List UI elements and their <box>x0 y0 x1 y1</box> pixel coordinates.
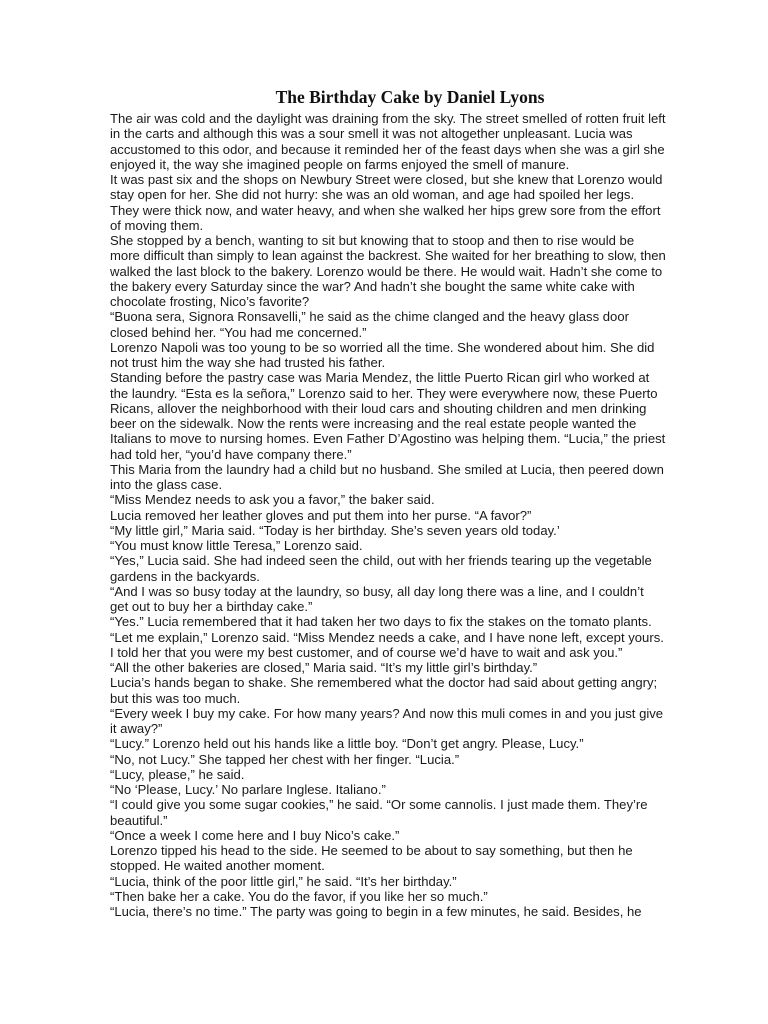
text-line: had told her, “you’d have company there.” <box>110 446 352 462</box>
text-line: “Once a week I come here and I buy Nico’s cake.” <box>110 827 400 843</box>
text-line: “My little girl,” Maria said. “Today is her birthday. She’s seven years old today.’ <box>110 522 560 538</box>
text-line: beautiful.” <box>110 812 168 828</box>
text-line: Ricans, allover the neighborhood with their loud cars and shouting children and men drinking <box>110 400 647 416</box>
text-line: the bakery every Saturday since the war? And hadn’t she bought the same white cake with <box>110 278 635 294</box>
text-line: get out to buy her a birthday cake.” <box>110 599 313 614</box>
text-line: They were thick now, and water heavy, and when she walked her hips grew sore from the effort <box>110 202 661 218</box>
text-line: closed behind her. “You had me concerned.” <box>110 324 367 340</box>
text-line: “No ‘Please, Lucy.’ No parlare Inglese. Italiano.” <box>110 782 386 797</box>
text-line: I told her that you were my best customer, and of course we’d have to wait and ask you.” <box>110 644 623 660</box>
text-line: Standing before the pastry case was Maria Mendez, the little Puerto Rican girl who worked at <box>110 370 650 386</box>
text-line: “Then bake her a cake. You do the favor, if you like her so much.” <box>110 888 488 904</box>
text-line: She stopped by a bench, wanting to sit but knowing that to stoop and then to rise would be <box>110 233 635 248</box>
text-line: more difficult than simply to lean against the backrest. She waited for her breathing to slow, then <box>110 248 666 264</box>
text-line: enjoyed it, the way she imagined people on farms enjoyed the smell of manure. <box>110 156 570 172</box>
text-line: in the carts and although this was a sour smell it was not altogether unpleasant. Lucia was <box>110 126 633 142</box>
text-line: stay open for her. She did not hurry: she was an old woman, and age had spoiled her legs. <box>110 187 635 203</box>
text-line: “Lucia, think of the poor little girl,” he said. “It’s her birthday.” <box>110 873 457 889</box>
text-line: “Lucy, please,” he said. <box>110 766 245 782</box>
text-line: beer on the sidewalk. Now the rents were increasing and the real estate people wanted the <box>110 416 637 431</box>
text-line: “Lucy.” Lorenzo held out his hands like a little boy. “Don’t get angry. Please, Lucy.” <box>110 736 584 752</box>
text-line: Lorenzo Napoli was too young to be so worried all the time. She wondered about him. She did <box>110 339 655 355</box>
text-line: walked the last block to the bakery. Lorenzo would be there. He would wait. Hadn’t she come to <box>110 263 663 279</box>
text-line: “I could give you some sugar cookies,” he said. “Or some cannolis. I just made them. They’re <box>110 797 648 813</box>
text-line: “Let me explain,” Lorenzo said. “Miss Mendez needs a cake, and I have none left, except yours. <box>110 629 664 645</box>
text-line: Italians to move to nursing homes. Even Father D’Agostino was helping them. “Lucia,” the priest <box>110 431 666 447</box>
text-line: “Lucia, there’s no time.” The party was going to begin in a few minutes, he said. Besides, he <box>110 904 642 919</box>
text-line: “Every week I buy my cake. For how many years? And now this muli comes in and you just give <box>110 705 664 721</box>
text-line: “Miss Mendez needs to ask you a favor,” the baker said. <box>110 492 435 508</box>
text-line: it away?” <box>110 721 163 736</box>
document-body <box>110 111 730 919</box>
text-line: into the glass case. <box>110 477 223 492</box>
text-line: Lorenzo tipped his head to the side. He seemed to be about to say something, but then he <box>110 843 633 858</box>
text-line: gardens in the backyards. <box>110 568 260 584</box>
text-line: This Maria from the laundry had a child but no husband. She smiled at Lucia, then peered down <box>110 461 664 477</box>
text-line: The air was cold and the daylight was draining from the sky. The street smelled of rotten fruit left <box>110 111 666 126</box>
text-line: Lucia removed her leather gloves and put them into her purse. “A favor?” <box>110 507 532 523</box>
text-line: “And I was so busy today at the laundry, so busy, all day long there was a line, and I couldn’t <box>110 583 644 599</box>
text-line: chocolate frosting, Nico’s favorite? <box>110 294 310 309</box>
text-line: but this was too much. <box>110 690 241 706</box>
text-line: It was past six and the shops on Newbury Street were closed, but she knew that Lorenzo would <box>110 172 663 187</box>
text-line: “Yes.” Lucia remembered that it had taken her two days to fix the stakes on the tomato plants. <box>110 614 652 630</box>
text-line: Lucia’s hands began to shake. She remembered what the doctor had said about getting angry; <box>110 675 658 691</box>
text-line: not trust him the way she had trusted his father. <box>110 355 386 370</box>
document-title: The Birthday Cake by Daniel Lyons <box>275 87 545 107</box>
text-line: “No, not Lucy.” She tapped her chest with her finger. “Lucia.” <box>110 751 460 767</box>
text-line: stopped. He waited another moment. <box>110 858 325 874</box>
text-line: “Buona sera, Signora Ronsavelli,” he said as the chime clanged and the heavy glass door <box>110 309 629 325</box>
text-line: accustomed to this odor, and because it reminded her of the feast days when she was a girl she <box>110 141 665 157</box>
text-line: of moving them. <box>110 217 204 233</box>
text-line: “Yes,” Lucia said. She had indeed seen the child, out with her friends tearing up the vegetable <box>110 553 652 569</box>
text-line: “All the other bakeries are closed,” Maria said. “It’s my little girl’s birthday.” <box>110 660 538 675</box>
text-line: “You must know little Teresa,” Lorenzo said. <box>110 538 363 553</box>
text-line: the laundry. “Esta es la señora,” Lorenzo said to her. They were everywhere now, these Puerto <box>110 385 658 401</box>
